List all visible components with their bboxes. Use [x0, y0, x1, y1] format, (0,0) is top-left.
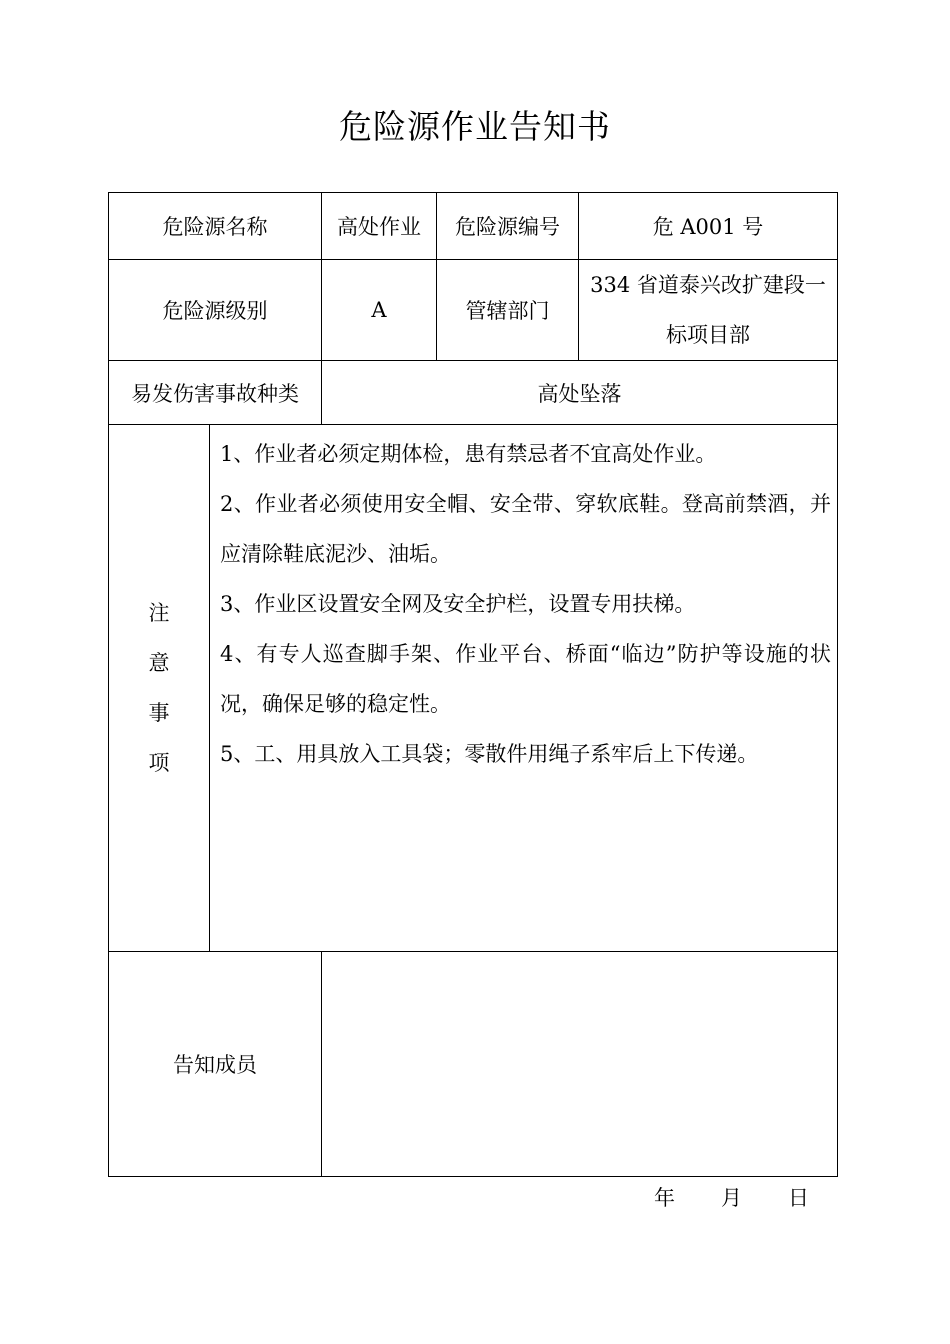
notes-content [210, 425, 838, 952]
hazard-code-label: 危险源编号 [437, 193, 579, 260]
members-value[interactable] [322, 952, 838, 1177]
note-item: 1、作业者必须定期体检，患有禁忌者不宜高处作业。 [220, 442, 717, 466]
table-row-notes [109, 425, 838, 952]
members-label: 告知成员 [109, 952, 322, 1177]
note-item: 2、作业者必须使用安全帽、安全带、穿软底鞋。登高前禁酒，并应清除鞋底泥沙、油垢。 [220, 492, 831, 566]
hazard-name-value: 高处作业 [322, 193, 437, 260]
hazard-level-value: A [322, 260, 437, 361]
date-day: 日 [788, 1186, 809, 1210]
table-row-level [109, 260, 838, 361]
table-row-members [109, 952, 838, 1177]
notes-label [109, 425, 210, 952]
date-month: 月 [721, 1186, 742, 1210]
department-value-line1: 334 省道泰兴改扩建段一 [590, 273, 826, 297]
date-year: 年 [654, 1186, 675, 1210]
notes-label-char: 意 [148, 651, 170, 675]
note-item: 4、有专人巡查脚手架、作业平台、桥面“临边”防护等设施的状况，确保足够的稳定性。 [220, 642, 831, 716]
hazard-code-value: 危 A001 号 [579, 193, 838, 260]
notes-label-char: 事 [148, 701, 170, 725]
accident-type-value: 高处坠落 [322, 361, 838, 425]
notes-label-char: 项 [148, 751, 170, 775]
notes-label-char: 注 [148, 601, 170, 625]
date-line [600, 1180, 840, 1216]
notes-list [210, 425, 837, 779]
department-value-line2: 标项目部 [666, 323, 750, 347]
department-value [579, 260, 838, 361]
hazard-notice-table [108, 192, 838, 1177]
note-item: 5、工、用具放入工具袋；零散件用绳子系牢后上下传递。 [220, 742, 759, 766]
table-row-accident [109, 361, 838, 425]
hazard-level-label: 危险源级别 [109, 260, 322, 361]
document-title: 危险源作业告知书 [339, 107, 611, 146]
note-item: 3、作业区设置安全网及安全护栏，设置专用扶梯。 [220, 592, 696, 616]
accident-type-label: 易发伤害事故种类 [109, 361, 322, 425]
hazard-name-label: 危险源名称 [109, 193, 322, 260]
department-label: 管辖部门 [437, 260, 579, 361]
table-row-name [109, 193, 838, 260]
